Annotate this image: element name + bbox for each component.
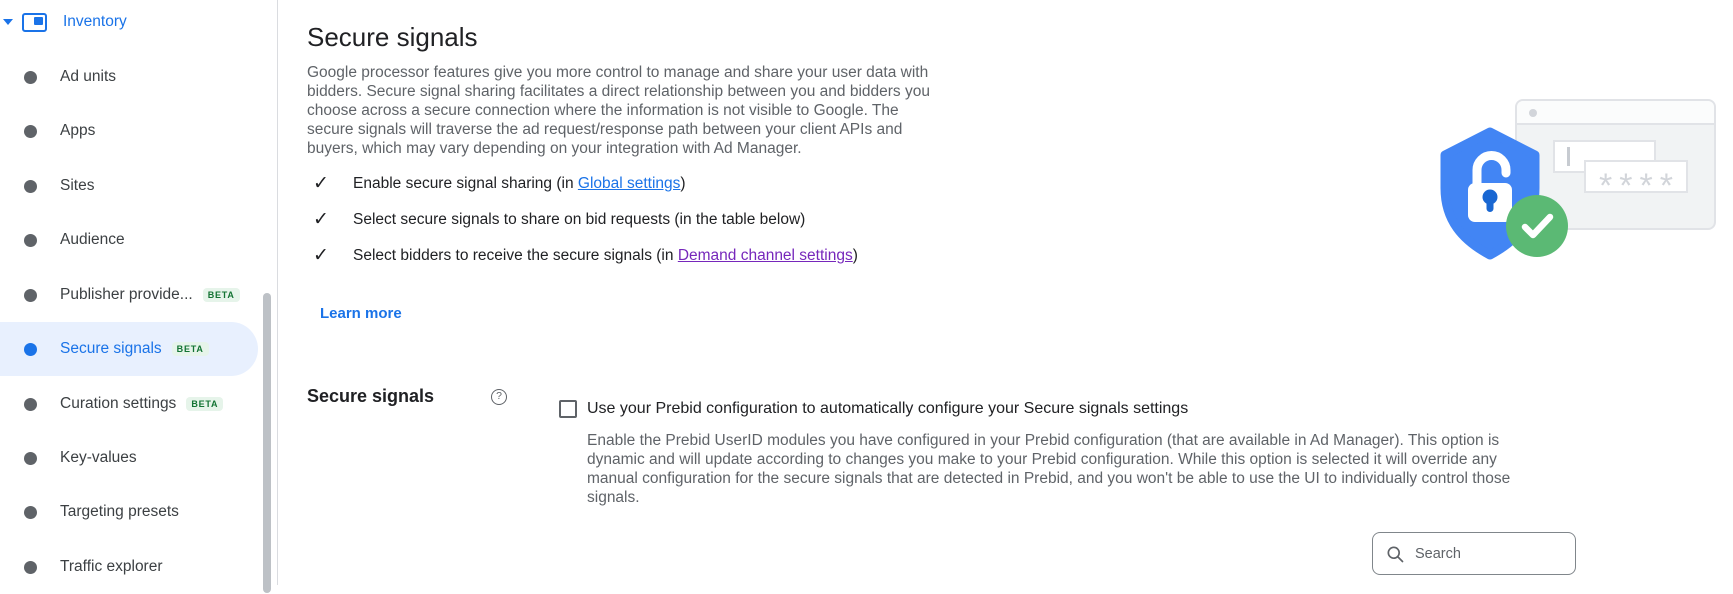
text-cursor-icon [1567, 147, 1570, 166]
sidebar-item-label: Curation settings [60, 395, 177, 412]
bullet-icon [24, 289, 37, 302]
settings-label-column [307, 386, 559, 507]
sidebar-item-traffic-explorer[interactable] [0, 540, 278, 594]
bullet-icon [24, 398, 37, 411]
sidebar-item-label: Key-values [60, 449, 137, 466]
checklist-text-prefix: Enable secure signal sharing (in [353, 175, 578, 192]
checklist-text [353, 174, 686, 193]
prebid-checkbox[interactable] [559, 400, 577, 418]
password-field-illustration [1584, 160, 1688, 205]
beta-badge: BETA [172, 342, 209, 356]
bullet-icon [24, 180, 37, 193]
bullet-icon [24, 561, 37, 574]
bullet-icon [24, 234, 37, 247]
prebid-checkbox-row [559, 398, 1580, 420]
sidebar-scrollbar[interactable] [263, 293, 271, 593]
prebid-checkbox-label[interactable]: Use your Prebid configuration to automatically configure your Secure signals settings [587, 400, 1189, 417]
checklist-text-prefix: Select bidders to receive the secure signals (in [353, 247, 678, 264]
global-settings-link[interactable]: Global settings [577, 175, 681, 192]
intro-paragraph: Google processor features give you more control to manage and share your user data with bidders. Secure signal sharing facilitates a direct relationship between you and bidders you choose across a secure connection where the information is not visible to Google. The secure signals will traverse the ad request/response path between your client APIs and buyers, which may vary depending on your integration with Ad Manager. [307, 64, 930, 157]
checklist-text [353, 246, 858, 265]
beta-badge: BETA [203, 288, 240, 302]
sidebar-item-label: Ad units [60, 68, 117, 85]
learn-more-link[interactable]: Learn more [320, 305, 402, 322]
sidebar-item-label: Inventory [63, 13, 127, 30]
beta-badge: BETA [186, 397, 223, 411]
sidebar-item-label: Targeting presets [60, 503, 179, 520]
green-check-icon [1505, 194, 1569, 258]
checklist-item [313, 210, 858, 229]
settings-control-column [559, 386, 1580, 507]
browser-dot-icon [1529, 109, 1537, 117]
sidebar-item-publisher-provided[interactable] [0, 268, 278, 322]
checkmark-icon: ✓ [313, 173, 329, 194]
password-mask-text: **** [1599, 167, 1680, 205]
sidebar-item-key-values[interactable] [0, 431, 278, 485]
bullet-icon [24, 343, 37, 356]
checklist-text-prefix: Select secure signals to share on bid requests (in the table below) [353, 211, 806, 228]
sidebar-item-label: Secure signals [60, 340, 162, 357]
search-icon [1385, 544, 1405, 564]
bullet-icon [24, 71, 37, 84]
sidebar-item-label: Audience [60, 231, 125, 248]
secure-signals-settings-section [307, 386, 1580, 507]
sidebar-item-inventory[interactable] [0, 0, 278, 44]
sidebar-item-apps[interactable] [0, 104, 278, 158]
section-heading: Secure signals [307, 386, 435, 406]
checklist-item [313, 246, 858, 265]
checkmark-icon: ✓ [313, 209, 329, 230]
sidebar-item-secure-signals[interactable] [0, 322, 258, 376]
checklist-text-suffix: ) [852, 247, 858, 264]
sidebar-item-label: Publisher provide... [60, 286, 193, 303]
sidebar-item-sites[interactable] [0, 159, 278, 213]
sidebar-item-label: Traffic explorer [60, 558, 163, 575]
sidebar [0, 0, 278, 585]
secure-signals-illustration [1413, 88, 1733, 273]
setup-checklist [313, 174, 858, 282]
checklist-item [313, 174, 858, 193]
sidebar-item-ad-units[interactable] [0, 50, 278, 104]
main-content [278, 0, 1680, 585]
inventory-icon [22, 13, 47, 32]
sidebar-item-curation-settings[interactable] [0, 377, 278, 431]
bullet-icon [24, 125, 37, 138]
checkmark-icon: ✓ [313, 245, 329, 266]
bullet-icon [24, 452, 37, 465]
help-icon[interactable]: ? [491, 389, 507, 405]
sidebar-item-audience[interactable] [0, 213, 278, 267]
demand-channel-settings-link[interactable]: Demand channel settings [677, 247, 853, 264]
sidebar-item-label: Sites [60, 177, 95, 194]
checklist-text [353, 210, 805, 229]
sidebar-item-targeting-presets[interactable] [0, 485, 278, 539]
bullet-icon [24, 506, 37, 519]
browser-titlebar [1517, 101, 1714, 125]
prebid-description: Enable the Prebid UserID modules you have configured in your Prebid configuration (that are available in Ad Manager). This option is dynamic and will update according to changes you make to your Prebid configuration. While this option is selected it will override any manual configuration for the secure signals that are detected in Prebid, and you won't be able to use the UI to individually control those signals. [587, 432, 1511, 506]
search-box [1372, 532, 1576, 575]
checklist-text-suffix: ) [680, 175, 686, 192]
sidebar-item-label: Apps [60, 122, 96, 139]
search-input[interactable] [1415, 546, 1545, 562]
page-title: Secure signals [307, 22, 478, 52]
collapse-arrow-icon[interactable] [3, 19, 13, 25]
